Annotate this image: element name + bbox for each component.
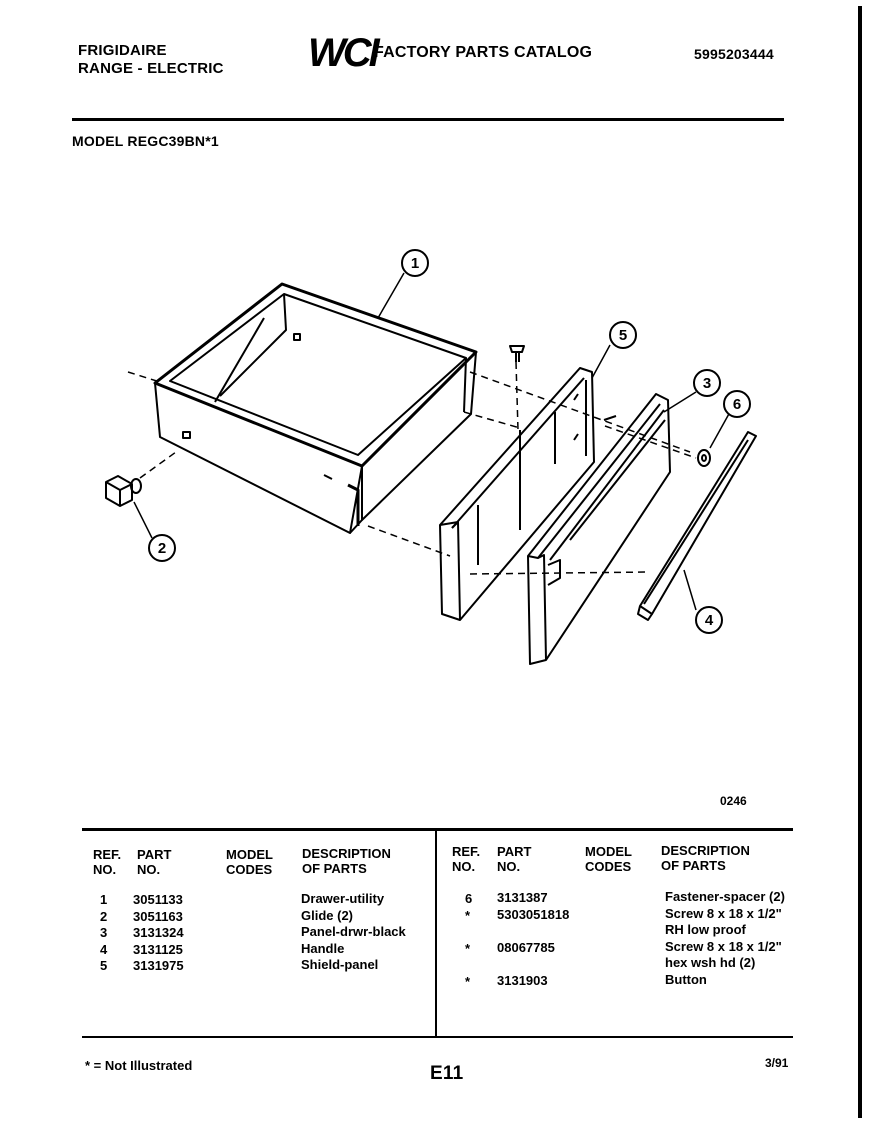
header-part-no-right: PART NO. <box>497 844 532 874</box>
table-top-rule <box>82 828 793 831</box>
header-ref-no-left: REF. NO. <box>93 847 122 877</box>
revision-date: 3/91 <box>765 1056 789 1070</box>
left-description-column: Drawer-utility Glide (2) Panel-drwr-black Handle Shield-panel <box>301 891 406 972</box>
right-description-column: Fastener-spacer (2) Screw 8 x 18 x 1/2" RH low proof Screw 8 x 18 x 1/2" hex wsh hd (2) Button <box>665 889 785 987</box>
product-type: RANGE - ELECTRIC <box>78 60 224 77</box>
callout-label-6: 6 <box>732 396 742 413</box>
drawer-utility-part <box>155 284 476 533</box>
header-ref-no-right: REF. NO. <box>452 844 481 874</box>
wci-logo: WCI <box>308 31 377 75</box>
right-ref-column: 6 * * * <box>465 891 473 989</box>
callout-label-5: 5 <box>618 327 628 344</box>
catalog-number: 5995203444 <box>694 46 774 62</box>
callout-label-4: 4 <box>704 612 714 629</box>
catalog-title: FACTORY PARTS CATALOG <box>374 44 593 61</box>
table-divider <box>435 831 437 1037</box>
screw-part <box>510 346 524 362</box>
alignment-lines <box>128 362 696 574</box>
header-model-codes-right: MODEL CODES <box>585 844 632 874</box>
glide-part <box>106 476 141 506</box>
not-illustrated-note: * = Not Illustrated <box>85 1058 193 1073</box>
drawer-panel-part <box>528 394 670 664</box>
callout-label-1: 1 <box>410 255 420 272</box>
header-part-no-left: PART NO. <box>137 847 172 877</box>
figure-code: 0246 <box>720 794 747 808</box>
shield-panel-part <box>440 368 594 620</box>
header-description-right: DESCRIPTION OF PARTS <box>661 843 750 873</box>
brand-name: FRIGIDAIRE <box>78 42 167 59</box>
page-number: E11 <box>430 1063 464 1084</box>
right-part-column: 3131387 5303051818 08067785 3131903 <box>497 890 570 988</box>
handle-part <box>638 432 756 620</box>
fastener-spacer-part <box>698 450 710 466</box>
header-model-codes-left: MODEL CODES <box>226 847 273 877</box>
left-ref-column: 1 2 3 4 5 <box>100 892 108 973</box>
left-part-column: 3051133 3051163 3131324 3131125 3131975 <box>133 892 184 973</box>
callout-label-2: 2 <box>157 540 167 557</box>
model-line: MODEL REGC39BN*1 <box>72 133 219 149</box>
header-description-left: DESCRIPTION OF PARTS <box>302 846 391 876</box>
callout-label-3: 3 <box>702 375 712 392</box>
table-bottom-rule <box>82 1036 793 1038</box>
